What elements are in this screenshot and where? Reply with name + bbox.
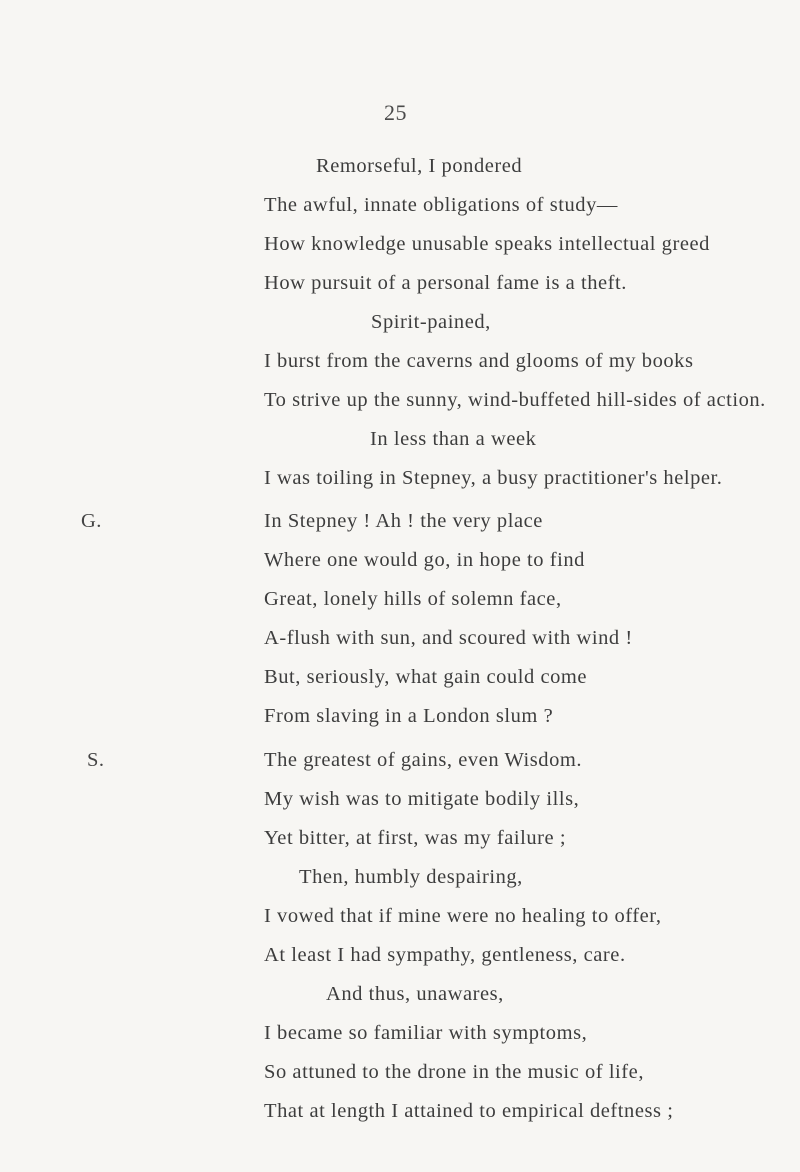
poem-line: I burst from the caverns and glooms of my books [264,350,694,372]
poem-line: Where one would go, in hope to find [264,549,585,571]
poem-line: Great, lonely hills of solemn face, [264,588,562,610]
poem-line: So attuned to the drone in the music of life, [264,1061,645,1083]
speaker-label: S. [87,749,105,771]
poem-line: In less than a week [370,428,537,450]
poem-line: Spirit-pained, [371,311,491,333]
poem-line: That at length I attained to empirical deftness ; [264,1100,674,1122]
poem-line: Remorseful, I pondered [316,155,523,177]
poem-line: The greatest of gains, even Wisdom. [264,749,583,771]
poem-line: I vowed that if mine were no healing to offer, [264,905,662,927]
poem-line: How pursuit of a personal fame is a theft. [264,272,627,294]
poem-line: At least I had sympathy, gentleness, care. [264,944,626,966]
poem-line: I was toiling in Stepney, a busy practitioner's helper. [264,467,723,489]
page-number: 25 [384,100,407,125]
speaker-label: G. [81,510,102,532]
poem-line: In Stepney ! Ah ! the very place [264,510,543,532]
poem-line: My wish was to mitigate bodily ills, [264,788,580,810]
poem-line: Then, humbly despairing, [299,866,523,888]
poem-line: A-flush with sun, and scoured with wind ! [264,627,633,649]
poem-line: And thus, unawares, [326,983,504,1005]
poem-line: How knowledge unusable speaks intellectual greed [264,233,710,255]
poem-line: The awful, innate obligations of study— [264,194,618,216]
poem-line: I became so familiar with symptoms, [264,1022,588,1044]
poem-line: But, seriously, what gain could come [264,666,588,688]
poem-line: From slaving in a London slum ? [264,705,554,727]
poem-line: To strive up the sunny, wind-buffeted hill-sides of action. [264,389,766,411]
poem-line: Yet bitter, at first, was my failure ; [264,827,567,849]
